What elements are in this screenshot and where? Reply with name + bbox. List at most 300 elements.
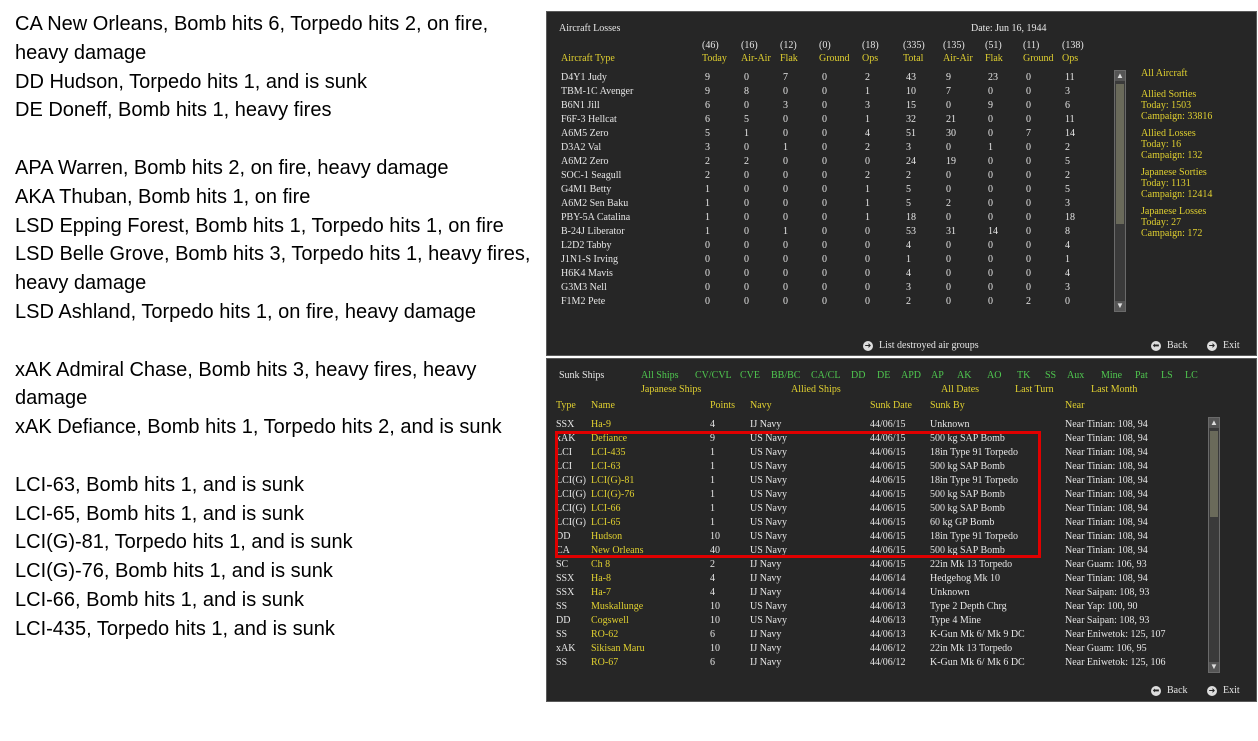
col-header: Sunk Date [870, 400, 912, 411]
note-line: LSD Ashland, Torpedo hits 1, on fire, heavy damage [15, 300, 477, 323]
ship-by: 60 kg GP Bomb [930, 517, 995, 528]
ship-navy: IJ Navy [750, 643, 782, 654]
filter-button[interactable]: LS [1161, 370, 1173, 381]
col-header: Ops [862, 53, 879, 64]
aircraft-value: 3 [705, 142, 710, 153]
aircraft-value: 5 [744, 114, 749, 125]
ship-near: Near Saipan: 108, 93 [1065, 615, 1150, 626]
aircraft-value: 0 [988, 240, 993, 251]
aircraft-value: 1 [865, 114, 870, 125]
aircraft-value: 9 [705, 72, 710, 83]
highlight-box [555, 431, 1041, 558]
ship-date: 44/06/15 [870, 545, 906, 556]
ship-near: Near Yap: 100, 90 [1065, 601, 1138, 612]
list-destroyed-label: List destroyed air groups [879, 340, 979, 351]
ship-type: LCI(G) [556, 475, 586, 486]
aircraft-value: 7 [783, 72, 788, 83]
aircraft-value: 10 [906, 86, 916, 97]
filter-button[interactable]: AK [957, 370, 972, 381]
aircraft-value: 0 [988, 184, 993, 195]
aircraft-value: 0 [783, 296, 788, 307]
scroll-thumb[interactable] [1116, 84, 1124, 224]
aircraft-name: A6M2 Sen Baku [561, 198, 629, 209]
filter-button[interactable]: Pat [1135, 370, 1148, 381]
col-header: Near [1065, 400, 1085, 411]
aircraft-value: 0 [783, 184, 788, 195]
aircraft-name: PBY-5A Catalina [561, 212, 631, 223]
aircraft-value: 0 [822, 100, 827, 111]
filter-button[interactable]: Allied Ships [791, 384, 841, 395]
aircraft-value: 18 [1065, 212, 1075, 223]
ship-navy: US Navy [750, 503, 787, 514]
ship-date: 44/06/13 [870, 615, 906, 626]
col-total: (0) [819, 40, 831, 51]
note-line: LCI-65, Bomb hits 1, and is sunk [15, 502, 305, 525]
aircraft-value: 0 [822, 72, 827, 83]
ship-navy: US Navy [750, 545, 787, 556]
scroll-thumb[interactable] [1210, 431, 1218, 517]
ship-date: 44/06/12 [870, 657, 906, 668]
filter-button[interactable]: DE [877, 370, 891, 381]
aircraft-value: 0 [1026, 226, 1031, 237]
aircraft-value: 4 [906, 240, 911, 251]
note-line: LCI-66, Bomb hits 1, and is sunk [15, 588, 305, 611]
aircraft-value: 7 [946, 86, 951, 97]
aircraft-value: 0 [988, 254, 993, 265]
aircraft-value: 0 [783, 114, 788, 125]
aircraft-name: A6M2 Zero [561, 156, 609, 167]
back-button[interactable] [1151, 340, 1188, 351]
aircraft-value: 3 [1065, 198, 1070, 209]
note-line: AKA Thuban, Bomb hits 1, on fire [15, 185, 311, 208]
col-total: (12) [780, 40, 797, 51]
filter-button[interactable]: CV/CVL [695, 370, 732, 381]
ship-navy: US Navy [750, 461, 787, 472]
aircraft-name: L2D2 Tabby [561, 240, 612, 251]
ship-row[interactable] [547, 629, 1187, 643]
aircraft-row[interactable] [547, 226, 1107, 240]
aircraft-value: 0 [1026, 86, 1031, 97]
aircraft-row[interactable] [547, 156, 1107, 170]
ship-name: Ha-8 [591, 573, 611, 584]
ship-type: CA [556, 545, 570, 556]
ship-points: 6 [710, 657, 715, 668]
aircraft-row[interactable] [547, 142, 1107, 156]
ship-points: 1 [710, 461, 715, 472]
exit-button[interactable] [1207, 340, 1240, 351]
aircraft-value: 0 [1026, 198, 1031, 209]
col-header: Ground [819, 53, 850, 64]
list-destroyed-button[interactable] [863, 340, 979, 351]
aircraft-value: 0 [783, 212, 788, 223]
aircraft-scrollbar[interactable] [1114, 70, 1126, 312]
ship-near: Near Tinian: 108, 94 [1065, 573, 1148, 584]
ship-type: SSX [556, 419, 575, 430]
ship-row[interactable] [547, 587, 1187, 601]
col-header: Ops [1062, 53, 1079, 64]
ship-near: Near Tinian: 108, 94 [1065, 531, 1148, 542]
aircraft-value: 0 [865, 268, 870, 279]
aircraft-date: Date: Jun 16, 1944 [971, 23, 1047, 34]
exit-button[interactable] [1207, 685, 1240, 696]
aircraft-value: 0 [1026, 212, 1031, 223]
exit-label: Exit [1223, 340, 1240, 351]
summary-line: Today: 27 [1141, 217, 1182, 228]
aircraft-value: 24 [906, 156, 916, 167]
aircraft-value: 0 [988, 198, 993, 209]
note-line: DD Hudson, Torpedo hits 1, and is sunk [15, 70, 368, 93]
aircraft-value: 0 [744, 268, 749, 279]
aircraft-row[interactable] [547, 184, 1107, 198]
aircraft-value: 2 [744, 156, 749, 167]
back-label: Back [1167, 340, 1188, 351]
ship-points: 10 [710, 643, 720, 654]
filter-button[interactable]: CA/CL [811, 370, 841, 381]
arrow-right-icon: ➜ [1208, 340, 1216, 350]
ship-by: 500 kg SAP Bomb [930, 545, 1005, 556]
aircraft-value: 0 [744, 296, 749, 307]
note-line: xAK Defiance, Bomb hits 1, Torpedo hits 2, and is sunk [15, 416, 502, 439]
aircraft-value: 2 [705, 156, 710, 167]
ship-date: 44/06/13 [870, 601, 906, 612]
aircraft-row[interactable] [547, 296, 1107, 310]
ship-near: Near Guam: 106, 95 [1065, 643, 1147, 654]
aircraft-value: 0 [744, 198, 749, 209]
filter-button[interactable]: DD [851, 370, 866, 381]
filter-button[interactable]: APD [901, 370, 922, 381]
aircraft-value: 0 [988, 268, 993, 279]
ship-type: xAK [556, 433, 576, 444]
aircraft-value: 0 [783, 170, 788, 181]
ship-date: 44/06/12 [870, 643, 906, 654]
filter-button[interactable]: Aux [1067, 370, 1085, 381]
aircraft-row[interactable] [547, 170, 1107, 184]
aircraft-value: 0 [783, 254, 788, 265]
filter-button[interactable]: CVE [740, 370, 760, 381]
aircraft-row[interactable] [547, 282, 1107, 296]
aircraft-row[interactable] [547, 86, 1107, 100]
aircraft-row[interactable] [547, 72, 1107, 86]
ship-points: 1 [710, 447, 715, 458]
aircraft-value: 32 [906, 114, 916, 125]
filter-button[interactable]: BB/BC [771, 370, 801, 381]
col-header: Ground [1023, 53, 1054, 64]
summary-line: Today: 16 [1141, 139, 1182, 150]
ship-by: 500 kg SAP Bomb [930, 503, 1005, 514]
aircraft-value: 7 [1026, 128, 1031, 139]
aircraft-value: 0 [744, 100, 749, 111]
aircraft-value: 9 [946, 72, 951, 83]
col-total: (16) [741, 40, 758, 51]
aircraft-row[interactable] [547, 114, 1107, 128]
aircraft-value: 3 [865, 100, 870, 111]
sunk-ships-panel [546, 358, 1257, 702]
aircraft-value: 0 [946, 212, 951, 223]
aircraft-value: 3 [906, 282, 911, 293]
ship-row[interactable] [547, 559, 1187, 573]
filter-button[interactable]: Japanese Ships [641, 384, 702, 395]
aircraft-value: 0 [988, 156, 993, 167]
col-header: Name [591, 400, 615, 411]
aircraft-value: 6 [705, 114, 710, 125]
aircraft-row[interactable] [547, 254, 1107, 268]
ship-points: 1 [710, 503, 715, 514]
scroll-up-icon[interactable]: ▲ [1116, 71, 1124, 80]
ship-by: 18in Type 91 Torpedo [930, 447, 1018, 458]
aircraft-value: 3 [1065, 86, 1070, 97]
ship-name: Defiance [591, 433, 628, 444]
ship-name: LCI(G)-76 [591, 489, 635, 500]
summary-block [1141, 167, 1212, 200]
ship-type: LCI(G) [556, 517, 586, 528]
ship-near: Near Tinian: 108, 94 [1065, 433, 1148, 444]
ship-points: 10 [710, 601, 720, 612]
aircraft-value: 5 [705, 128, 710, 139]
back-label: Back [1167, 685, 1188, 696]
sunk-scrollbar[interactable] [1208, 417, 1220, 673]
ship-navy: IJ Navy [750, 419, 782, 430]
ship-navy: IJ Navy [750, 573, 782, 584]
aircraft-value: 6 [705, 100, 710, 111]
ship-row[interactable] [547, 601, 1187, 615]
ship-points: 40 [710, 545, 720, 556]
aircraft-value: 0 [865, 226, 870, 237]
summary-line: Campaign: 172 [1141, 228, 1203, 239]
aircraft-row[interactable] [547, 128, 1107, 142]
aircraft-value: 0 [988, 114, 993, 125]
aircraft-value: 51 [906, 128, 916, 139]
aircraft-value: 0 [744, 212, 749, 223]
ship-type: LCI(G) [556, 503, 586, 514]
aircraft-value: 1 [783, 226, 788, 237]
filter-button[interactable]: TK [1017, 370, 1031, 381]
aircraft-value: 0 [946, 184, 951, 195]
aircraft-value: 0 [822, 128, 827, 139]
note-line: CA New Orleans, Bomb hits 6, Torpedo hits 2, on fire, heavy damage [15, 13, 489, 64]
aircraft-value: 0 [865, 254, 870, 265]
aircraft-value: 0 [744, 240, 749, 251]
col-header: Sunk By [930, 400, 965, 411]
aircraft-value: 1 [705, 226, 710, 237]
aircraft-value: 0 [988, 170, 993, 181]
blank-line [15, 442, 540, 471]
aircraft-name: B6N1 Jill [561, 100, 600, 111]
aircraft-value: 0 [705, 296, 710, 307]
aircraft-type-header: Aircraft Type [561, 53, 615, 64]
ship-type: LCI(G) [556, 489, 586, 500]
col-total: (138) [1062, 40, 1084, 51]
aircraft-name: H6K4 Mavis [561, 268, 613, 279]
aircraft-value: 2 [1065, 142, 1070, 153]
filter-button[interactable]: AO [987, 370, 1002, 381]
aircraft-value: 0 [705, 268, 710, 279]
aircraft-value: 3 [783, 100, 788, 111]
exit-label: Exit [1223, 685, 1240, 696]
ship-date: 44/06/15 [870, 503, 906, 514]
note-line: LCI-63, Bomb hits 1, and is sunk [15, 473, 305, 496]
aircraft-value: 0 [822, 296, 827, 307]
ship-row[interactable] [547, 573, 1187, 587]
aircraft-value: 5 [1065, 184, 1070, 195]
aircraft-value: 0 [744, 142, 749, 153]
aircraft-value: 0 [1026, 142, 1031, 153]
scroll-down-icon[interactable]: ▼ [1210, 662, 1218, 671]
aircraft-value: 1 [906, 254, 911, 265]
ship-points: 10 [710, 615, 720, 626]
aircraft-name: SOC-1 Seagull [561, 170, 622, 181]
ship-points: 4 [710, 419, 715, 430]
ship-near: Near Eniwetok: 125, 107 [1065, 629, 1166, 640]
aircraft-name: D4Y1 Judy [561, 72, 607, 83]
blank-line [15, 125, 540, 154]
aircraft-value: 0 [946, 296, 951, 307]
aircraft-value: 8 [1065, 226, 1070, 237]
aircraft-value: 0 [865, 156, 870, 167]
aircraft-value: 0 [822, 254, 827, 265]
all-aircraft-link[interactable]: All Aircraft [1141, 68, 1188, 79]
aircraft-value: 14 [988, 226, 998, 237]
ship-navy: US Navy [750, 601, 787, 612]
aircraft-value: 0 [1026, 254, 1031, 265]
ship-row[interactable] [547, 615, 1187, 629]
col-header: Air-Air [943, 53, 973, 64]
aircraft-name: G3M3 Nell [561, 282, 607, 293]
scroll-up-icon[interactable]: ▲ [1210, 418, 1218, 427]
notes-text [15, 10, 540, 644]
col-header: Today [702, 53, 727, 64]
aircraft-value: 9 [988, 100, 993, 111]
aircraft-value: 2 [705, 170, 710, 181]
aircraft-value: 1 [865, 86, 870, 97]
summary-title: Japanese Sorties [1141, 167, 1207, 178]
aircraft-row[interactable] [547, 268, 1107, 282]
ship-navy: IJ Navy [750, 657, 782, 668]
ship-name: RO-67 [591, 657, 619, 668]
aircraft-value: 0 [1026, 114, 1031, 125]
aircraft-row[interactable] [547, 100, 1107, 114]
ship-type: xAK [556, 643, 576, 654]
aircraft-value: 1 [865, 198, 870, 209]
aircraft-value: 0 [1026, 72, 1031, 83]
ship-by: 500 kg SAP Bomb [930, 461, 1005, 472]
aircraft-name: A6M5 Zero [561, 128, 609, 139]
back-button[interactable] [1151, 685, 1188, 696]
ship-by: Hedgehog Mk 10 [930, 573, 1000, 584]
ship-name: Hudson [591, 531, 623, 542]
aircraft-value: 53 [906, 226, 916, 237]
aircraft-value: 0 [822, 142, 827, 153]
ship-by: 22in Mk 13 Torpedo [930, 559, 1013, 570]
sunk-ships-title: Sunk Ships [559, 370, 605, 381]
ship-type: SSX [556, 573, 575, 584]
ship-near: Near Tinian: 108, 94 [1065, 419, 1148, 430]
aircraft-value: 0 [744, 254, 749, 265]
aircraft-value: 0 [988, 212, 993, 223]
ship-name: Muskallunge [591, 601, 644, 612]
aircraft-value: 2 [906, 296, 911, 307]
ship-name: Cogswell [591, 615, 629, 626]
filter-button[interactable]: Mine [1101, 370, 1123, 381]
ship-near: Near Tinian: 108, 94 [1065, 503, 1148, 514]
ship-points: 4 [710, 587, 715, 598]
ship-points: 6 [710, 629, 715, 640]
ship-date: 44/06/15 [870, 475, 906, 486]
summary-block [1141, 128, 1212, 161]
aircraft-value: 1 [1065, 254, 1070, 265]
aircraft-row[interactable] [547, 198, 1107, 212]
ship-by: 18in Type 91 Torpedo [930, 531, 1018, 542]
ship-by: Unknown [930, 587, 970, 598]
ship-type: DD [556, 531, 571, 542]
ship-points: 1 [710, 475, 715, 486]
ship-by: K-Gun Mk 6/ Mk 9 DC [930, 629, 1025, 640]
note-line: LSD Epping Forest, Bomb hits 1, Torpedo hits 1, on fire [15, 214, 504, 237]
aircraft-value: 30 [946, 128, 956, 139]
ship-date: 44/06/13 [870, 629, 906, 640]
scroll-down-icon[interactable]: ▼ [1116, 301, 1124, 310]
aircraft-value: 0 [946, 240, 951, 251]
filter-button[interactable]: All Ships [641, 370, 679, 381]
ship-navy: IJ Navy [750, 629, 782, 640]
filter-button[interactable]: SS [1045, 370, 1057, 381]
aircraft-value: 0 [1026, 100, 1031, 111]
ship-type: SS [556, 601, 568, 612]
aircraft-value: 0 [946, 254, 951, 265]
col-total: (135) [943, 40, 965, 51]
ship-row[interactable] [547, 643, 1187, 657]
ship-navy: US Navy [750, 447, 787, 458]
col-header: Type [556, 400, 576, 411]
aircraft-value: 4 [906, 268, 911, 279]
note-line: DE Doneff, Bomb hits 1, heavy fires [15, 99, 332, 122]
aircraft-value: 2 [865, 170, 870, 181]
note-line: LSD Belle Grove, Bomb hits 3, Torpedo hits 1, heavy fires, heavy damage [15, 243, 531, 295]
filter-button[interactable]: Last Month [1091, 384, 1138, 395]
aircraft-value: 43 [906, 72, 916, 83]
aircraft-value: 0 [783, 268, 788, 279]
ship-points: 10 [710, 531, 720, 542]
filter-button[interactable]: AP [931, 370, 944, 381]
aircraft-value: 9 [705, 86, 710, 97]
aircraft-value: 0 [1026, 240, 1031, 251]
filter-button[interactable]: Last Turn [1015, 384, 1054, 395]
aircraft-row[interactable] [547, 212, 1107, 226]
aircraft-value: 1 [705, 212, 710, 223]
aircraft-value: 0 [783, 156, 788, 167]
aircraft-value: 0 [783, 240, 788, 251]
col-total: (335) [903, 40, 925, 51]
aircraft-value: 6 [1065, 100, 1070, 111]
aircraft-value: 0 [744, 282, 749, 293]
ship-type: SC [556, 559, 569, 570]
filter-button[interactable]: All Dates [941, 384, 980, 395]
ship-name: LCI(G)-81 [591, 475, 635, 486]
aircraft-row[interactable] [547, 240, 1107, 254]
aircraft-value: 21 [946, 114, 956, 125]
ship-name: Sikisan Maru [591, 643, 645, 654]
filter-button[interactable]: LC [1185, 370, 1198, 381]
col-header: Flak [780, 53, 798, 64]
ship-date: 44/06/15 [870, 517, 906, 528]
summary-title: Allied Losses [1141, 128, 1196, 139]
aircraft-value: 0 [865, 282, 870, 293]
ship-row[interactable] [547, 657, 1187, 671]
note-line: xAK Admiral Chase, Bomb hits 3, heavy fires, heavy damage [15, 358, 477, 410]
ship-near: Near Tinian: 108, 94 [1065, 489, 1148, 500]
aircraft-value: 0 [1026, 268, 1031, 279]
summary-line: Campaign: 12414 [1141, 189, 1213, 200]
aircraft-value: 1 [705, 184, 710, 195]
